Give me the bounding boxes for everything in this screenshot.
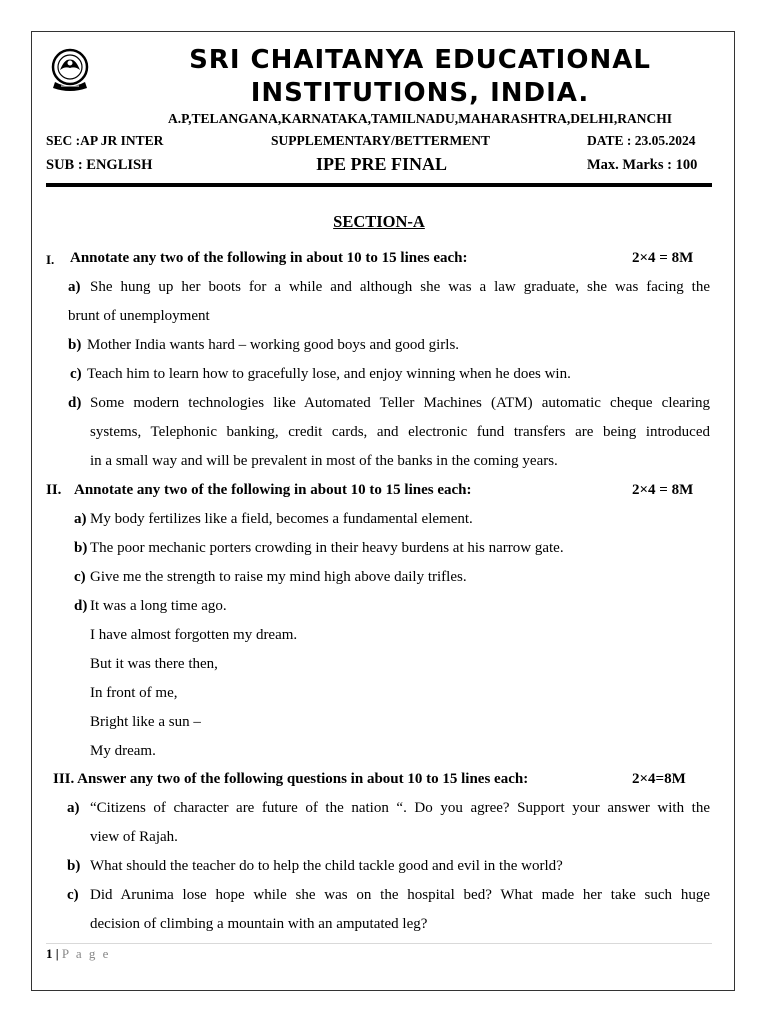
poem-line: It was a long time ago. <box>90 598 227 614</box>
poem-line: Bright like a sun – <box>90 714 201 730</box>
poem-line: In front of me, <box>90 685 178 701</box>
q2-d-label: d) <box>74 598 88 614</box>
q1-a-line2: brunt of unemployment <box>68 308 210 324</box>
institution-logo-icon <box>47 46 93 94</box>
q1-c-label: c) <box>70 366 82 382</box>
q1-d-line2: systems, Telephonic banking, credit cards, and electronic fund transfers are being introduced <box>90 424 710 440</box>
poem-line: My dream. <box>90 743 156 759</box>
q1-a-line1: She hung up her boots for a while and although she was a law graduate, she was facing the <box>90 279 710 295</box>
q2-a-text: My body fertilizes like a field, becomes a fundamental element. <box>90 511 473 527</box>
page-word: P a g e <box>61 946 111 961</box>
q3-a-label: a) <box>67 800 80 816</box>
q3-a-line1: “Citizens of character are future of the nation “. Do you agree? Support your answer with the <box>90 800 710 816</box>
section-title: SECTION-A <box>333 212 425 231</box>
exam-type: SUPPLEMENTARY/BETTERMENT <box>271 133 491 148</box>
q2-marks: 2×4 = 8M <box>632 482 694 498</box>
states-list: A.P,TELANGANA,KARNATAKA,TAMILNADU,MAHARASHTRA,DELHI,RANCHI <box>168 111 672 126</box>
q1-b-text: Mother India wants hard – working good boys and good girls. <box>87 337 460 353</box>
q3-marks: 2×4=8M <box>632 771 686 787</box>
q3-b-label: b) <box>67 858 81 874</box>
q3-instruction: III. Answer any two of the following questions in about 10 to 15 lines each: <box>53 771 529 787</box>
q1-b-label: b) <box>68 337 82 353</box>
q1-a-label: a) <box>68 279 81 295</box>
q2-c-label: c) <box>74 569 86 585</box>
q1-d-label: d) <box>68 395 82 411</box>
header-divider <box>46 183 712 187</box>
q2-instruction: Annotate any two of the following in about 10 to 15 lines each: <box>74 482 472 498</box>
page-number: 1 | <box>46 946 59 961</box>
q1-marks: 2×4 = 8M <box>632 250 694 266</box>
q2-number: II. <box>46 482 62 498</box>
q3-b-text: What should the teacher do to help the child tackle good and evil in the world? <box>90 858 563 874</box>
exam-name: IPE PRE FINAL <box>316 154 448 174</box>
q3-c-line2: decision of climbing a mountain with an amputated leg? <box>90 916 428 932</box>
institution-title: SRI CHAITANYA EDUCATIONAL INSTITUTIONS, INDIA. <box>189 45 651 108</box>
q3-a-line2: view of Rajah. <box>90 829 178 845</box>
q1-c-text: Teach him to learn how to gracefully lose, and enjoy winning when he does win. <box>87 366 571 382</box>
subject: SUB : ENGLISH <box>46 157 153 173</box>
q3-c-line1: Did Arunima lose hope while she was on the hospital bed? What made her take such huge <box>90 887 710 903</box>
q2-c-text: Give me the strength to raise my mind high above daily trifles. <box>90 569 467 585</box>
q1-d-line3: in a small way and will be prevalent in most of the banks in the coming years. <box>90 453 558 469</box>
footer-divider <box>46 943 712 944</box>
poem-line: I have almost forgotten my dream. <box>90 627 298 643</box>
poem-line: But it was there then, <box>90 656 218 672</box>
q1-number: I. <box>46 252 55 267</box>
q1-instruction: Annotate any two of the following in about 10 to 15 lines each: <box>70 250 468 266</box>
exam-date: DATE : 23.05.2024 <box>587 133 696 148</box>
page-footer <box>46 946 110 962</box>
q2-a-label: a) <box>74 511 87 527</box>
q2-b-text: The poor mechanic porters crowding in their heavy burdens at his narrow gate. <box>90 540 564 556</box>
q3-c-label: c) <box>67 887 79 903</box>
max-marks: Max. Marks : 100 <box>587 157 698 173</box>
section-code: SEC :AP JR INTER <box>46 133 164 148</box>
q1-d-line1: Some modern technologies like Automated Teller Machines (ATM) automatic cheque clearing <box>90 395 710 411</box>
q2-b-label: b) <box>74 540 88 556</box>
